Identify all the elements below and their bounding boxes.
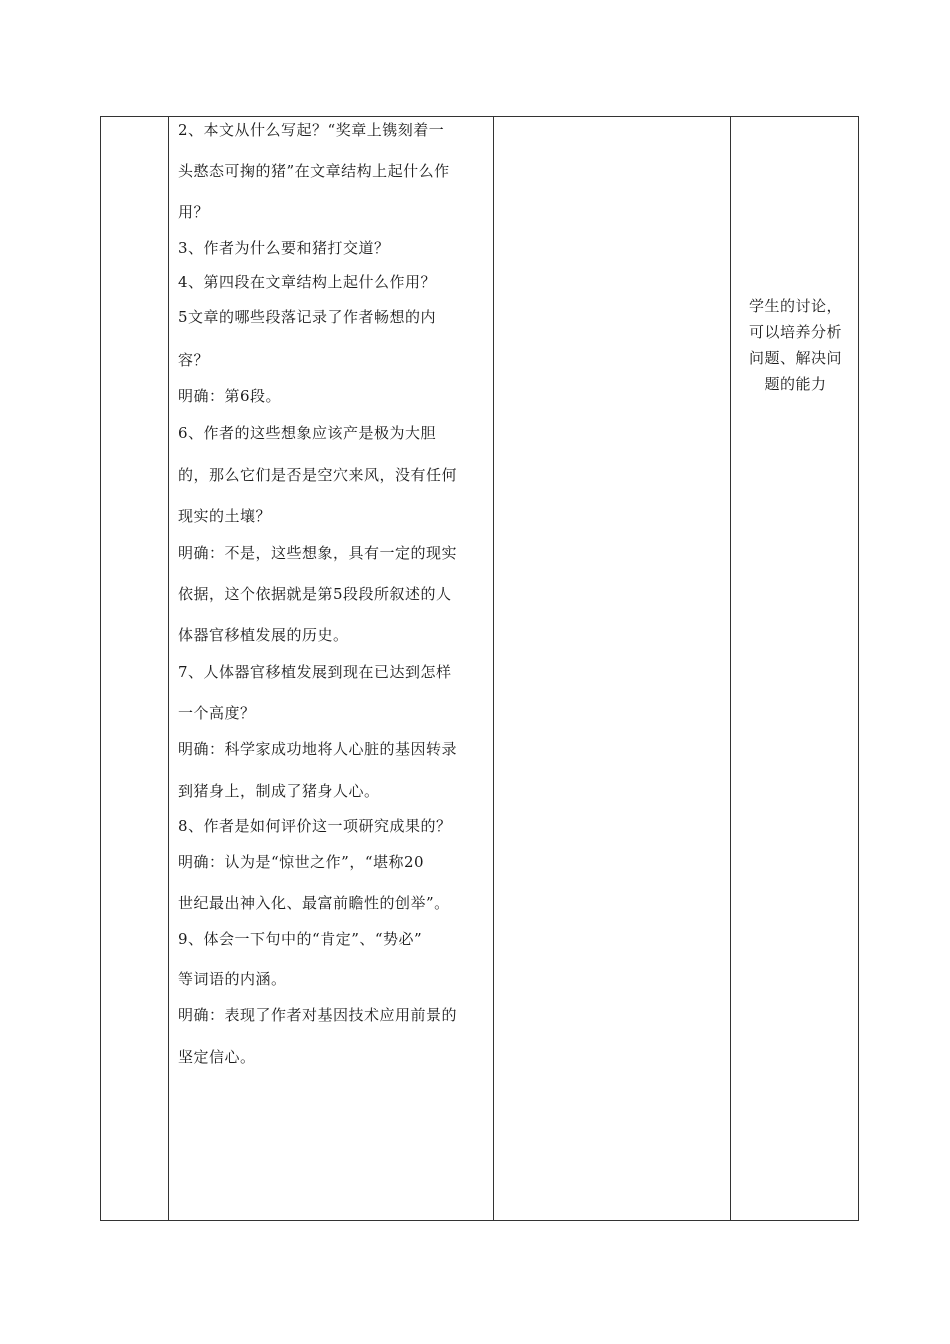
- note-line: 题的能力: [764, 375, 827, 393]
- content-line: 9、体会一下句中的“肯定”、“势必”: [178, 930, 423, 948]
- content-line: 明确：认为是“惊世之作”，“堪称20: [178, 853, 425, 871]
- content-line: 用？: [178, 203, 210, 221]
- content-line: 明确：表现了作者对基因技术应用前景的: [178, 1006, 458, 1024]
- content-line: 7、人体器官移植发展到现在已达到怎样: [178, 663, 452, 681]
- content-line: 现实的土壤？: [178, 507, 272, 525]
- content-line: 的，那么它们是否是空穴来风，没有任何: [178, 466, 458, 484]
- content-line: 等词语的内涵。: [178, 970, 287, 988]
- content-line: 一个高度？: [178, 704, 256, 722]
- content-line: 3、作者为什么要和猪打交道？: [178, 239, 390, 257]
- content-line: 明确：科学家成功地将人心脏的基因转录: [178, 740, 458, 758]
- note-line: 问题、解决问: [748, 349, 842, 367]
- column-divider: [493, 117, 494, 1220]
- content-line: 明确：不是，这些想象，具有一定的现实: [178, 544, 458, 562]
- content-line: 头憨态可掬的猪”在文章结构上起什么作: [178, 162, 450, 180]
- content-line: 容？: [178, 351, 210, 369]
- column-divider: [168, 117, 169, 1220]
- note-line: 学生的讨论，: [748, 297, 842, 315]
- lesson-table: [100, 116, 859, 1221]
- column-divider: [730, 117, 731, 1220]
- content-line: 6、作者的这些想象应该产是极为大胆: [178, 424, 437, 442]
- content-line: 4、第四段在文章结构上起什么作用？: [178, 273, 437, 291]
- content-line: 世纪最出神入化、最富前瞻性的创举”。: [178, 894, 450, 912]
- content-line: 坚定信心。: [178, 1048, 256, 1066]
- content-line: 到猪身上，制成了猪身人心。: [178, 782, 380, 800]
- content-line: 8、作者是如何评价这一项研究成果的？: [178, 817, 452, 835]
- content-line: 明确：第6段。: [178, 387, 282, 405]
- content-line: 5文章的哪些段落记录了作者畅想的内: [178, 308, 437, 326]
- content-line: 依据，这个依据就是第5段段所叙述的人: [178, 585, 452, 603]
- design-intent-cell: [732, 293, 859, 397]
- note-line: 可以培养分析: [748, 323, 842, 341]
- content-line: 2、本文从什么写起？“奖章上镌刻着一: [178, 121, 445, 139]
- content-line: 体器官移植发展的历史。: [178, 626, 349, 644]
